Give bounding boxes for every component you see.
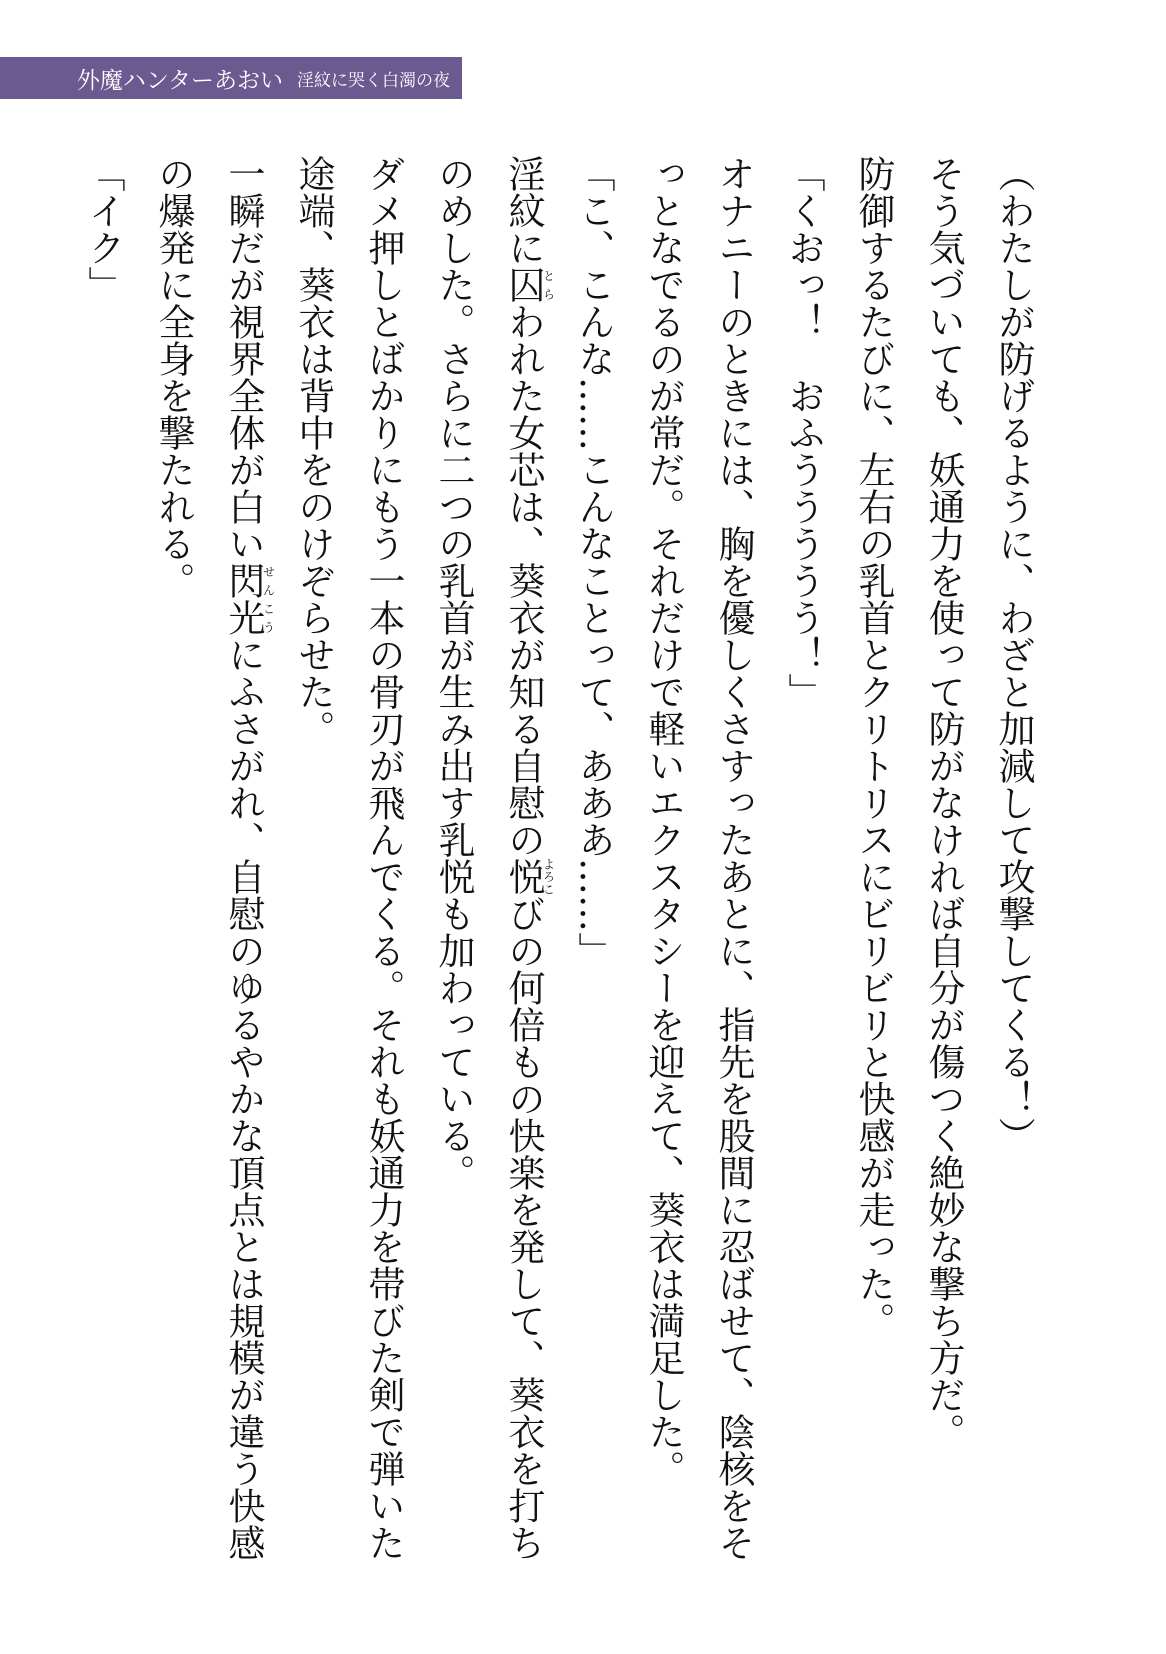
ruby-base: 囚 <box>502 266 545 303</box>
ruby-annotation <box>502 858 556 895</box>
paragraph: 防御するたびに、左右の乳首とクリトリスにビリビリと快感が走った。 <box>852 155 895 1339</box>
ruby-base: 悦 <box>502 858 545 895</box>
ruby-reading: とら <box>541 266 556 303</box>
paragraph: 「こ、こんな……こんなことって、あああ……」 <box>572 155 615 969</box>
text-run: びの何倍もの快楽を発して、葵衣を打ちのめした。さらに二つの乳首が生み出す乳悦も加わっている。 <box>432 155 545 1561</box>
ruby-reading: よろこ <box>541 858 556 895</box>
book-title: 外魔ハンターあおい <box>76 67 283 94</box>
text-run: 淫紋に <box>502 155 545 266</box>
paragraph: そう気づいても、妖通力を使って防がなければ自分が傷つく絶妙な撃ち方だ。 <box>922 155 965 1450</box>
text-run: われた女芯は、葵衣が知る自慰の <box>502 303 545 858</box>
novel-text <box>48 155 1048 1595</box>
paragraph: 「くおっ！ おふううううう！」 <box>782 155 825 710</box>
paragraph: ダメ押しとばかりにもう一本の骨刃が飛んでくる。それも妖通力を帯びた剣で弾いた途端、葵衣は背中をのけぞらせた。 <box>292 155 405 1561</box>
paragraph <box>138 155 278 1595</box>
ruby-base: 閃光 <box>222 562 265 636</box>
paragraph: （わたしが防げるように、わざと加減して攻撃してくる！） <box>992 155 1035 1154</box>
paragraph: 「イク」 <box>82 155 125 303</box>
ruby-annotation <box>222 562 276 636</box>
chapter-title: 淫紋に哭く白濁の夜 <box>297 70 450 91</box>
ruby-annotation <box>502 266 556 303</box>
paragraph: オナニーのときには、胸を優しくさすったあとに、指先を股間に忍ばせて、陰核をそっとなでるのが常だ。それだけで軽いエクスタシーを迎えて、葵衣は満足した。 <box>642 155 755 1561</box>
paragraph <box>418 155 558 1595</box>
text-run: にふさがれ、自慰のゆるやかな頂点とは規模が違う快感の爆発に全身を撃たれる。 <box>152 155 265 1561</box>
ruby-reading: せんこう <box>261 562 276 636</box>
running-header <box>0 57 462 99</box>
text-run: 一瞬だが視界全体が白い <box>222 155 265 562</box>
